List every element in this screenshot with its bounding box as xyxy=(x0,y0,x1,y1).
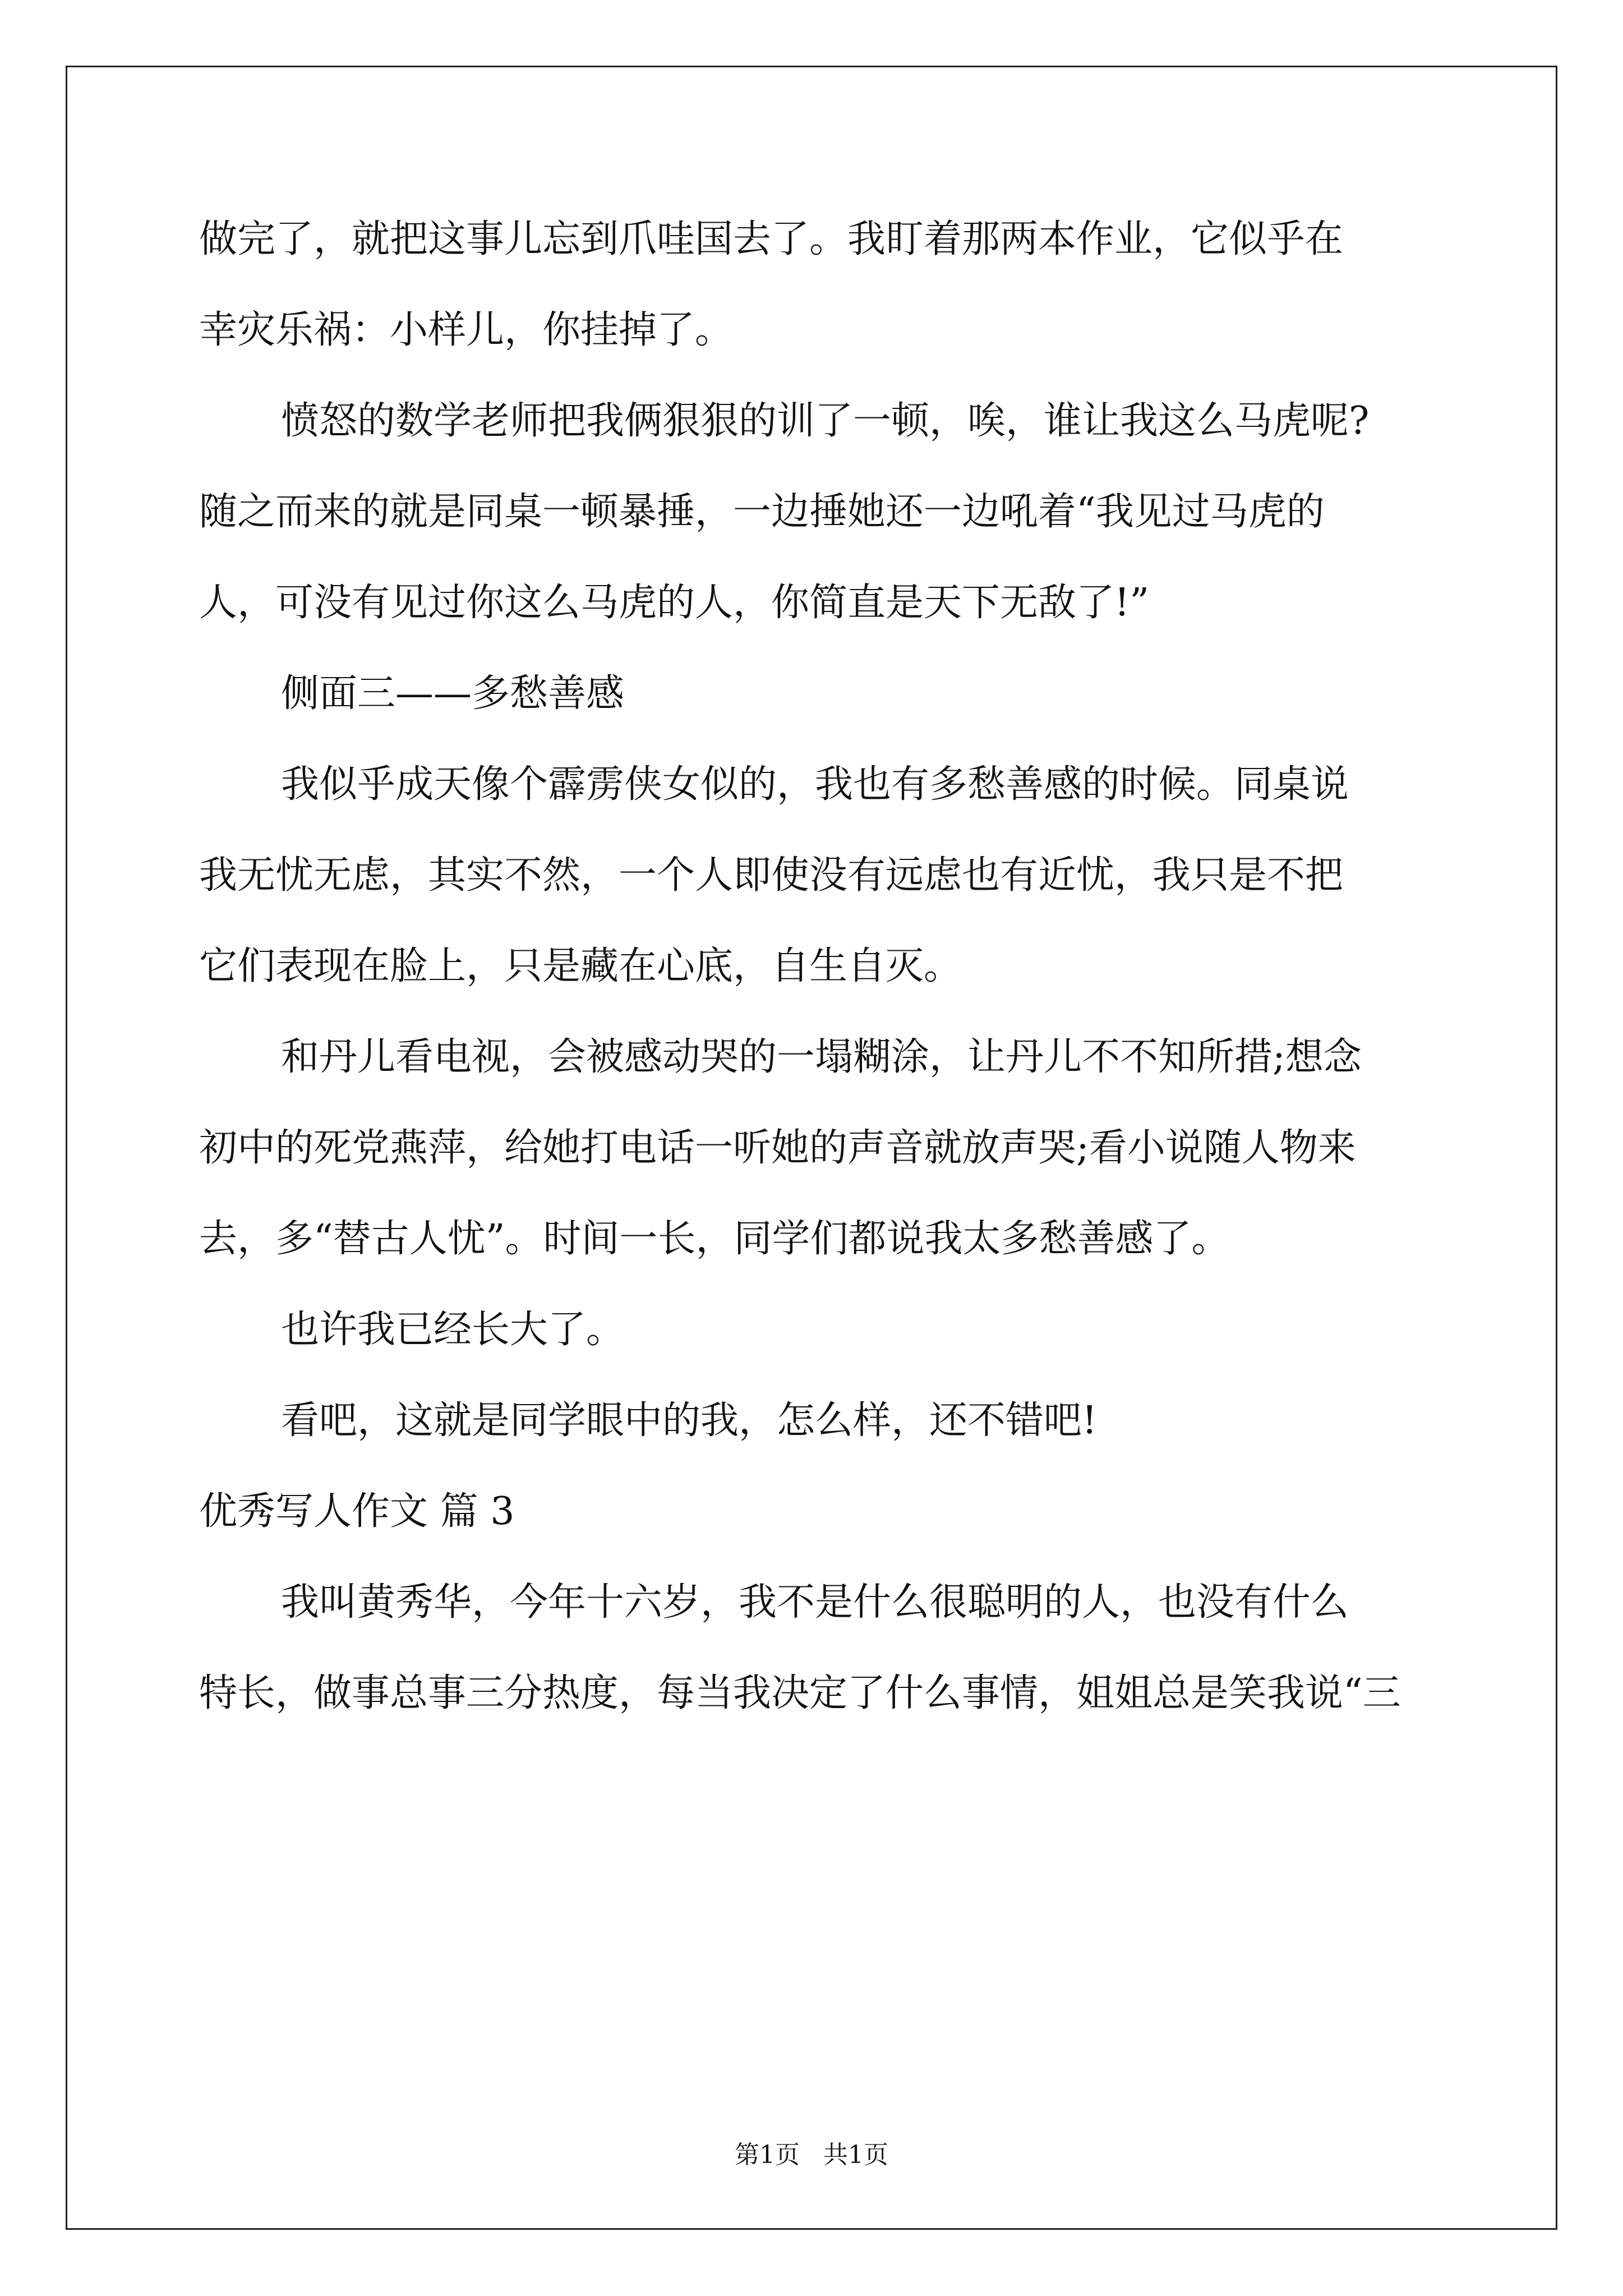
text-line: 我无忧无虑，其实不然，一个人即使没有远虑也有近忧，我只是不把 xyxy=(199,853,1344,898)
text-line: 人，可没有见过你这么马虎的人，你简直是天下无敌了!” xyxy=(199,581,1150,625)
section-heading: 侧面三——多愁善感 xyxy=(281,671,625,716)
text-line: 它们表现在脸上，只是藏在心底，自生自灭。 xyxy=(199,944,962,988)
paragraph-start-line: 我叫黄秀华，今年十六岁，我不是什么很聪明的人，也没有什么 xyxy=(281,1580,1349,1625)
text-line: 做完了，就把这事儿忘到爪哇国去了。我盯着那两本作业，它似乎在 xyxy=(199,217,1344,261)
text-line: 去，多“替古人忧”。时间一长，同学们都说我太多愁善感了。 xyxy=(199,1217,1230,1261)
text-line: 特长，做事总事三分热度，每当我决定了什么事情，姐姐总是笑我说“三 xyxy=(199,1671,1401,1715)
text-line: 初中的死党燕萍，给她打电话一听她的声音就放声哭;看小说随人物来 xyxy=(199,1126,1356,1170)
paragraph-start-line: 看吧，这就是同学眼中的我，怎么样，还不错吧! xyxy=(281,1398,1098,1443)
text-line: 随之而来的就是同桌一顿暴捶，一边捶她还一边吼着“我见过马虎的 xyxy=(199,490,1325,534)
paragraph-start-line: 和丹儿看电视，会被感动哭的一塌糊涂，让丹儿不不知所措;想念 xyxy=(281,1035,1362,1079)
page-number-footer: 第1页 共1页 xyxy=(735,2141,888,2169)
text-line: 幸灾乐祸：小样儿，你挂掉了。 xyxy=(199,308,734,352)
paragraph-start-line: 愤怒的数学老师把我俩狠狠的训了一顿，唉，谁让我这么马虎呢? xyxy=(281,399,1370,443)
paragraph-start-line: 我似乎成天像个霹雳侠女似的，我也有多愁善感的时候。同桌说 xyxy=(281,762,1349,807)
article-heading: 优秀写人作文 篇 3 xyxy=(199,1489,515,1534)
paragraph-start-line: 也许我已经长大了。 xyxy=(281,1308,625,1352)
